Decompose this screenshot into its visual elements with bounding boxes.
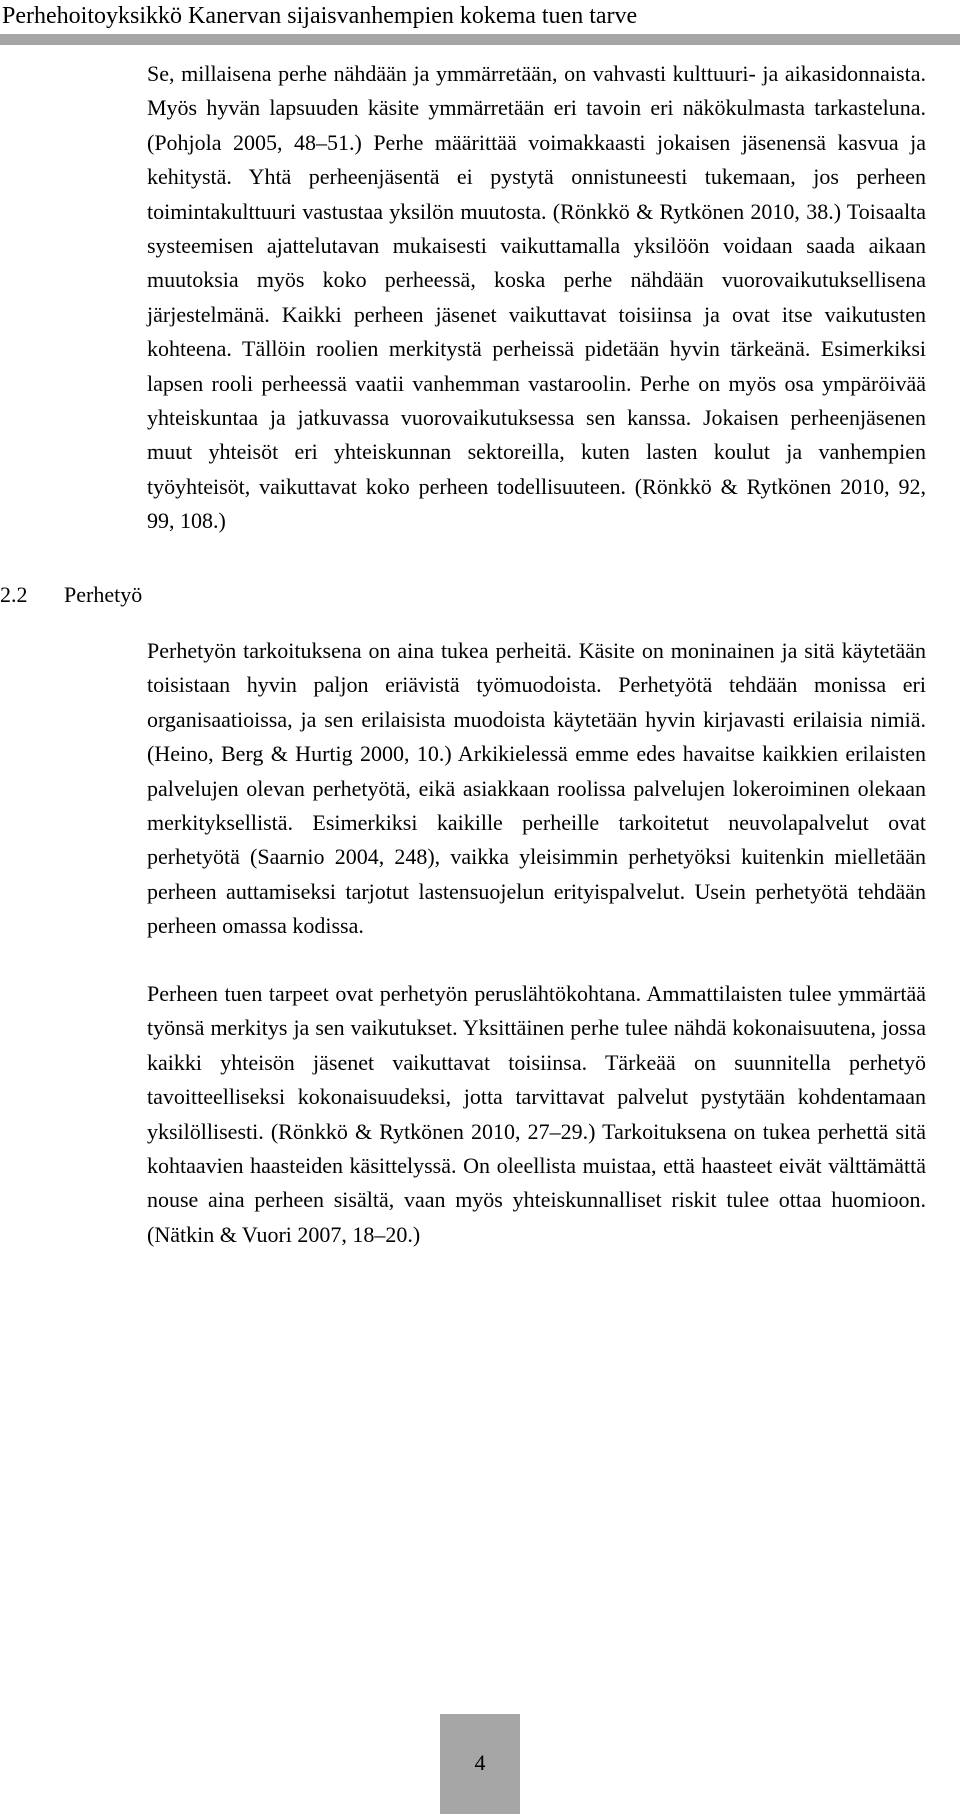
section-number: 2.2 bbox=[0, 582, 28, 607]
body-paragraph: Se, millaisena perhe nähdään ja ymmärretään, on vahvasti kulttuuri- ja aikasidonnaista. Myös hyvän lapsuuden käsite ymmärretään eri tavoin eri näkökulmasta tarkasteluna. (Pohjola 2005, 48–51.) Perhe määrittää voimakkaasti jokaisen jäsenensä kasvua ja kehitystä. Yhtä perheenjäsentä ei pystytä onnistuneesti tukemaan, jos perheen toimintakulttuuri vastustaa yksilön muutosta. (Rönkkö & Rytkönen 2010, 38.) Toisaalta systeemisen ajattelutavan mukaisesti vaikuttamalla yksilöön voidaan saada aikaan muutoksia myös koko perheessä, koska perhe nähdään vuorovaikutuksellisena järjestelmänä. Kaikki perheen jäsenet vaikuttavat toisiinsa ja ovat itse vaikutusten kohteena. Tällöin roolien merkitystä perheissä pidetään hyvin tärkeänä. Esimerkiksi lapsen rooli perheessä vaatii vanhemman vastaroolin. Perhe on myös osa ympäröivää yhteiskuntaa ja jatkuvassa vuorovaikutuksessa sen kanssa. Jokaisen perheenjäsenen muut yhteisöt eri yhteiskunnan sektoreilla, kuten lasten koulut ja vanhempien työyhteisöt, vaikuttavat koko perheen todellisuuteen. (Rönkkö & Rytkönen 2010, 92, 99, 108.) bbox=[147, 61, 926, 534]
section-heading bbox=[0, 580, 142, 610]
body-paragraph: Perheen tuen tarpeet ovat perhetyön peruslähtökohtana. Ammattilaisten tulee ymmärtää työnsä merkitys ja sen vaikutukset. Yksittäinen perhe tulee nähdä kokonaisuutena, jossa kaikki yhteisön jäsenet vaikuttavat toisiinsa. Tärkeää on suunnitella perhetyö tavoitteelliseksi kokonaisuudeksi, jotta tarvittavat palvelut pystytään kohdentamaan yksilöllisesti. (Rönkkö & Rytkönen 2010, 27–29.) Tarkoituksena on tukea perhettä sitä kohtaavien haasteiden käsittelyssä. On oleellista muistaa, että haasteet eivät välttämättä nouse aina perheen sisältä, vaan myös yhteiskunnalliset riskit tulee ottaa huomioon. (Nätkin & Vuori 2007, 18–20.) bbox=[147, 981, 926, 1247]
page-number-box bbox=[440, 1714, 520, 1814]
section-title: Perhetyö bbox=[64, 582, 143, 607]
page-header bbox=[0, 0, 960, 46]
page-number: 4 bbox=[474, 1750, 486, 1775]
header-rule bbox=[0, 34, 960, 45]
body-paragraph: Perhetyön tarkoituksena on aina tukea perheitä. Käsite on moninainen ja sitä käytetään toisistaan hyvin paljon eriävistä työmuodoista. Perhetyötä tehdään monissa eri organisaatioissa, ja sen erilaisista muodoista käytetään hyvin kirjavasti erilaisia nimiä. (Heino, Berg & Hurtig 2000, 10.) Arkikielessä emme edes havaitse kaikkien erilaisten palvelujen olevan perhetyötä, eikä asiakkaan roolissa palvelujen lokeroiminen olekaan merkityksellistä. Esimerkiksi kaikille perheille tarkoitetut neuvolapalvelut ovat perhetyötä (Saarnio 2004, 248), vaikka yleisimmin perhetyöksi kuitenkin mielletään perheen auttamiseksi tarjotut lastensuojelun erityispalvelut. Usein perhetyötä tehdään perheen omassa kodissa. bbox=[147, 638, 926, 939]
running-title: Perhehoitoyksikkö Kanervan sijaisvanhempien kokema tuen tarve bbox=[2, 3, 638, 29]
